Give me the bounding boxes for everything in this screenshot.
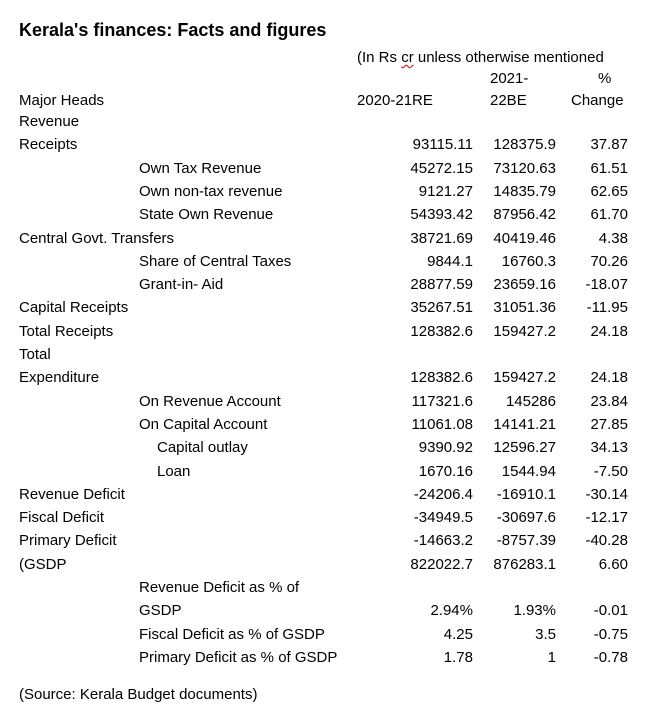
row-label: Receipts [19,136,78,154]
source-note: (Source: Kerala Budget documents) [19,686,258,703]
value-2021-22be: 1 [547,648,556,666]
table-row [0,343,650,366]
major-heads-header: Major Heads [19,92,105,109]
value-2020-21re: 11061.08 [411,415,473,433]
table-row [0,157,650,180]
value-pct-change: 23.84 [590,392,628,410]
row-label: Own non-tax revenue [139,182,283,200]
units-note-cr: cr [401,49,414,66]
value-2021-22be: 31051.36 [493,299,556,317]
value-pct-change: 70.26 [590,252,628,270]
value-2020-21re: 2.94% [430,602,473,620]
value-pct-change: -30.14 [585,485,628,503]
value-2020-21re: 28877.59 [410,276,473,294]
col2-header-line2: 22BE [490,92,527,109]
row-label: Fiscal Deficit as % of GSDP [139,625,325,643]
value-pct-change: 61.70 [590,206,628,224]
row-label: (GSDP [19,555,67,573]
value-pct-change: -40.28 [585,532,628,550]
value-2021-22be: 145286 [505,392,556,410]
table-row [0,436,650,459]
table-row [0,553,650,576]
row-label: Revenue [19,113,80,130]
table-row [0,529,650,552]
value-2020-21re: 128382.6 [410,369,473,387]
table-row [0,133,650,156]
row-label: Capital Receipts [19,299,129,317]
table-row [0,366,650,389]
value-2021-22be: 876283.1 [493,555,556,573]
value-pct-change: -18.07 [585,276,628,294]
table-row [0,576,650,599]
table-row [0,623,650,646]
value-2021-22be: 40419.46 [493,229,556,247]
value-2020-21re: 128382.6 [410,322,473,340]
row-label: Expenditure [19,369,100,387]
row-label: Loan [157,462,191,480]
row-label: Share of Central Taxes [139,252,292,270]
row-label: Revenue Deficit as % of [139,579,300,596]
table-row [0,599,650,622]
value-2021-22be: 73120.63 [493,159,556,177]
table-row [0,110,650,133]
table-row [0,390,650,413]
row-label: Revenue Deficit [19,485,125,503]
value-2021-22be: 14835.79 [493,182,556,200]
table-row [0,273,650,296]
row-label: Total Receipts [19,322,114,340]
value-pct-change: -12.17 [585,509,628,527]
value-pct-change: -0.78 [593,648,628,666]
value-2021-22be: 23659.16 [493,276,556,294]
value-2021-22be: -30697.6 [496,509,556,527]
value-2020-21re: 1670.16 [418,462,473,480]
col3-header-line1: % [598,70,612,87]
value-pct-change: -7.50 [593,462,628,480]
table-row [0,180,650,203]
row-label: Total [19,346,51,363]
value-2021-22be: 16760.3 [501,252,556,270]
value-pct-change: -0.01 [593,602,628,620]
value-pct-change: 24.18 [590,322,628,340]
row-label: On Revenue Account [139,392,281,410]
row-label: Grant-in- Aid [139,276,224,294]
value-2020-21re: 822022.7 [410,555,473,573]
value-2020-21re: 4.25 [443,625,473,643]
table-row [0,203,650,226]
table-row [0,413,650,436]
value-2021-22be: 12596.27 [493,439,556,457]
value-2021-22be: 1.93% [513,602,556,620]
value-pct-change: 27.85 [590,415,628,433]
value-2021-22be: 159427.2 [493,322,556,340]
value-2020-21re: 45272.15 [410,159,473,177]
value-2020-21re: 9844.1 [427,252,473,270]
value-2020-21re: 9121.27 [418,182,473,200]
value-pct-change: 62.65 [590,182,628,200]
table-row [0,646,650,669]
row-label: Primary Deficit [19,532,117,550]
value-pct-change: 61.51 [590,159,628,177]
table-row [0,227,650,250]
value-pct-change: 4.38 [598,229,628,247]
value-pct-change: 34.13 [590,439,628,457]
value-pct-change: -0.75 [593,625,628,643]
value-2021-22be: 159427.2 [493,369,556,387]
value-2020-21re: 54393.42 [410,206,473,224]
value-2020-21re: 117321.6 [411,392,473,410]
value-2020-21re: -24206.4 [413,485,473,503]
value-2020-21re: -34949.5 [413,509,473,527]
value-2020-21re: 35267.51 [410,299,473,317]
value-pct-change: -11.95 [586,299,628,317]
table-row [0,483,650,506]
table-row [0,320,650,343]
units-note [357,49,604,66]
value-pct-change: 6.60 [598,555,628,573]
value-2021-22be: 1544.94 [501,462,556,480]
row-label: State Own Revenue [139,206,274,224]
value-2020-21re: 1.78 [443,648,473,666]
value-2021-22be: -8757.39 [496,532,556,550]
value-pct-change: 37.87 [590,136,628,154]
value-2021-22be: 87956.42 [493,206,556,224]
col3-header-line2: Change [571,92,624,109]
units-note-suffix: unless otherwise mentioned [413,49,604,66]
table-row [0,460,650,483]
value-2020-21re: 93115.11 [412,136,473,154]
row-label: GSDP [139,602,182,620]
col2-header-line1: 2021- [490,70,529,87]
value-2021-22be: 14141.21 [493,415,556,433]
row-label: On Capital Account [139,415,268,433]
value-pct-change: 24.18 [590,369,628,387]
row-label: Central Govt. Transfers [19,229,175,247]
table-row [0,296,650,319]
table-row [0,250,650,273]
table-row [0,506,650,529]
units-note-prefix: (In Rs [357,49,402,66]
value-2021-22be: 3.5 [535,625,556,643]
value-2020-21re: -14663.2 [413,532,473,550]
value-2020-21re: 38721.69 [410,229,473,247]
value-2020-21re: 9390.92 [418,439,473,457]
row-label: Own Tax Revenue [139,159,262,177]
row-label: Fiscal Deficit [19,509,105,527]
value-2021-22be: -16910.1 [496,485,556,503]
page-title: Kerala's finances: Facts and figures [19,20,327,40]
row-label: Capital outlay [157,439,248,457]
row-label: Primary Deficit as % of GSDP [139,648,338,666]
value-2021-22be: 128375.9 [493,136,556,154]
col1-header: 2020-21RE [357,92,433,109]
